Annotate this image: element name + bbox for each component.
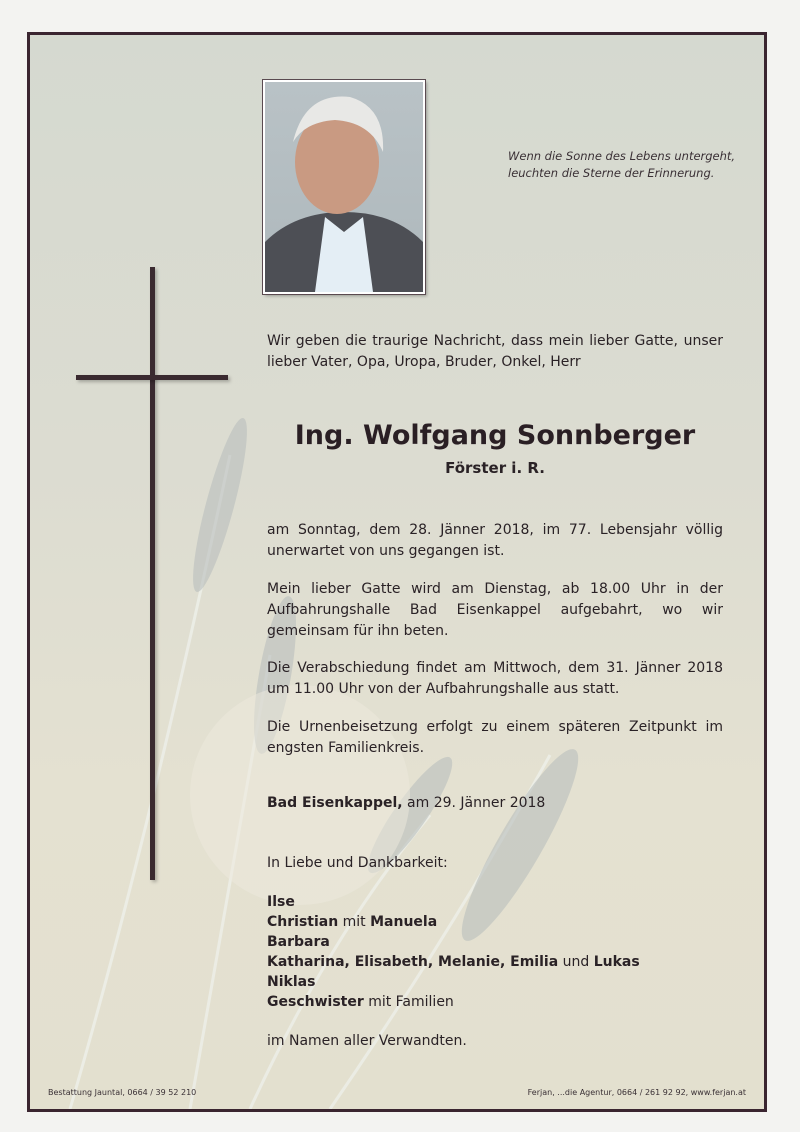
closing: im Namen aller Verwandten.	[267, 1033, 467, 1049]
deceased-name: Ing. Wolfgang Sonnberger	[294, 420, 696, 451]
relative-name: Manuela	[370, 914, 438, 930]
footer-funeral-home: Bestattung Jauntal, 0664 / 39 52 210	[48, 1088, 197, 1097]
memorial-quote	[508, 148, 735, 182]
relative-name: Lukas	[593, 954, 640, 970]
portrait-photo	[263, 80, 425, 294]
connector: und	[558, 954, 594, 970]
intro-text: Wir geben die traurige Nachricht, dass mein lieber Gatte, unser lieber Vater, Opa, Uropa, Bruder, Onkel, Herr	[267, 333, 723, 370]
deceased-title: Förster i. R.	[445, 459, 545, 477]
connector: mit Familien	[363, 994, 454, 1010]
relative-line	[267, 912, 723, 932]
relative-name: Geschwister	[267, 994, 364, 1010]
paragraph-passing: am Sonntag, dem 28. Jänner 2018, im 77. Lebensjahr völlig unerwartet von uns gegangen ist.	[267, 522, 723, 559]
relative-line	[267, 972, 723, 992]
relative-name: Niklas	[267, 974, 316, 990]
date: am 29. Jänner 2018	[402, 795, 546, 811]
relative-line	[267, 992, 723, 1012]
cross-icon	[150, 267, 155, 880]
paragraph-burial: Die Urnenbeisetzung erfolgt zu einem späteren Zeitpunkt im engsten Familienkreis.	[267, 719, 723, 756]
relatives-list	[267, 892, 723, 1012]
relative-line	[267, 932, 723, 952]
place-date	[267, 793, 723, 814]
quote-line: Wenn die Sonne des Lebens untergeht,	[508, 149, 736, 163]
cross-icon-bar	[76, 375, 228, 380]
connector: mit	[338, 914, 371, 930]
quote-line: leuchten die Sterne der Erinnerung.	[508, 166, 715, 180]
paragraph-viewing: Mein lieber Gatte wird am Dienstag, ab 18.00 Uhr in der Aufbahrungshalle Bad Eisenkappel aufgebahrt, wo wir gemeinsam für ihn beten.	[267, 581, 723, 639]
place: Bad Eisenkappel,	[267, 795, 403, 811]
relative-line	[267, 952, 723, 972]
relative-line	[267, 892, 723, 912]
footer-agency: Ferjan, ...die Agentur, 0664 / 261 92 92, www.ferjan.at	[527, 1088, 746, 1097]
relative-name: Christian	[267, 914, 339, 930]
paragraph-farewell: Die Verabschiedung findet am Mittwoch, dem 31. Jänner 2018 um 11.00 Uhr von der Aufbahrungshalle aus statt.	[267, 660, 723, 697]
relative-name: Katharina, Elisabeth, Melanie, Emilia	[267, 954, 559, 970]
greeting: In Liebe und Dankbarkeit:	[267, 855, 448, 871]
obituary-card	[27, 32, 767, 1112]
relative-name: Barbara	[267, 934, 330, 950]
relative-name: Ilse	[267, 894, 295, 910]
